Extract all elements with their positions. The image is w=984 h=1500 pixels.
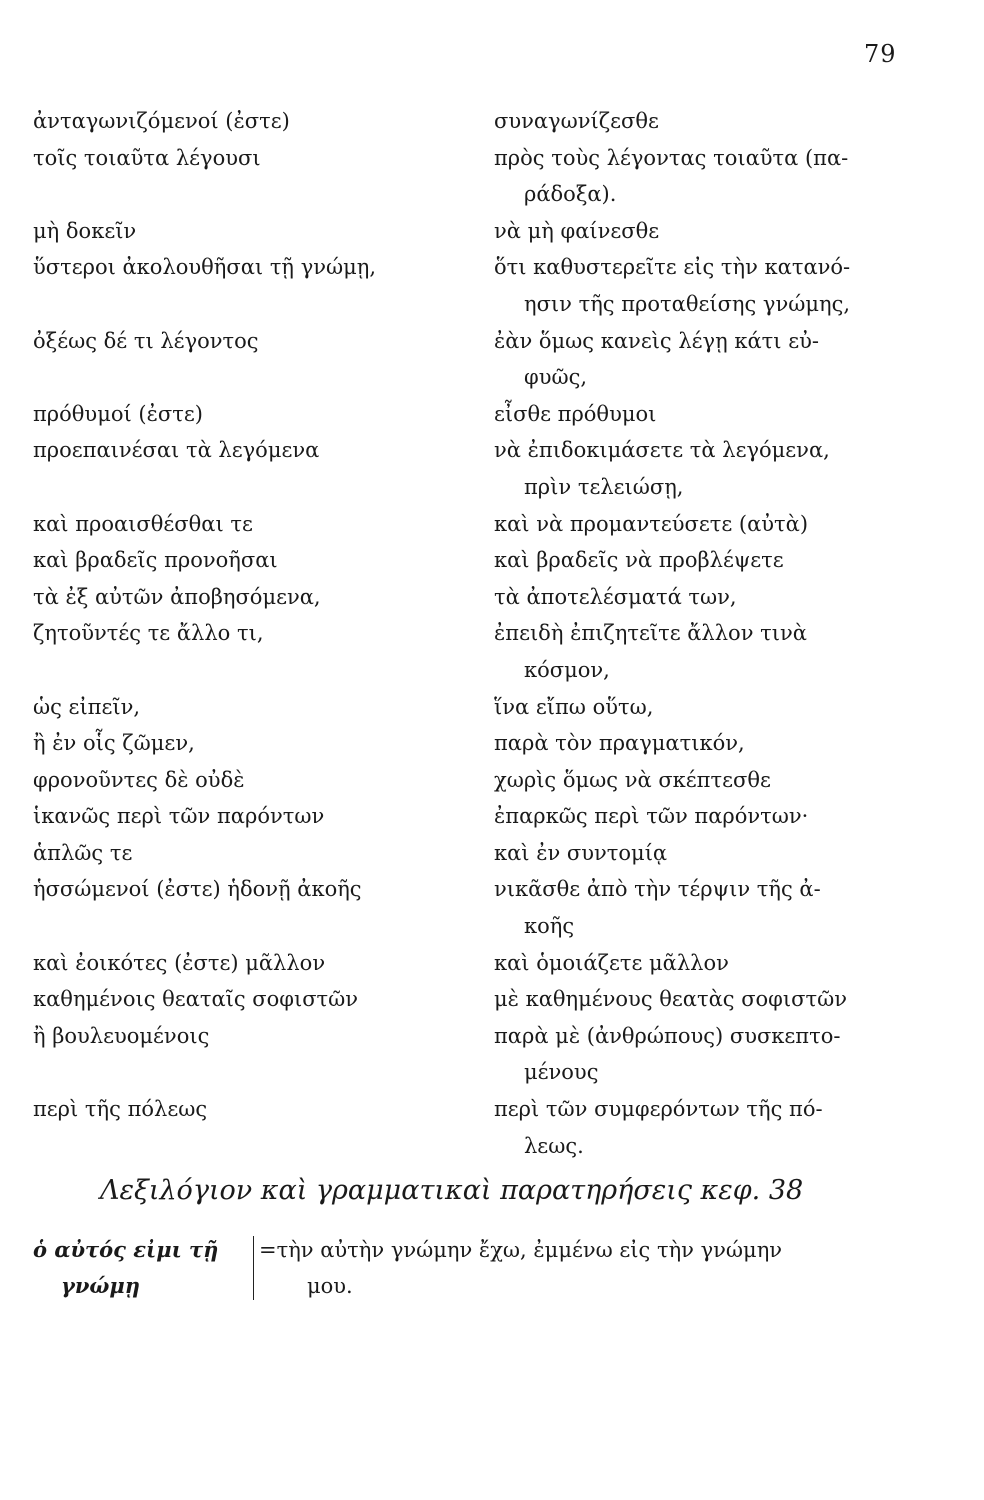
left-column-line: ἢ βουλευομένοις (33, 1023, 210, 1048)
section-heading: Λεξιλόγιον καὶ γραμματικαὶ παρατηρήσεις κεφ. 38 (100, 1175, 804, 1206)
left-column-line: ἡσσώμενοί (ἐστε) ἡδονῇ ἀκοῆς (33, 877, 362, 902)
left-column-line: περὶ τῆς πόλεως (33, 1097, 208, 1122)
vocab-term-line-2: γνώμῃ (61, 1273, 141, 1298)
right-column-line: ἐπαρκῶς περὶ τῶν παρόντων· (494, 804, 809, 829)
right-column-line: ἵνα εἴπω οὕτω, (494, 694, 654, 719)
right-column-line: μένους (524, 1060, 599, 1085)
right-column-line: παρὰ τὸν πραγματικόν, (494, 731, 745, 756)
right-column-line: καὶ νὰ προμαντεύσετε (αὐτὰ) (494, 511, 809, 536)
left-column-line: καὶ βραδεῖς προνοῆσαι (33, 548, 278, 573)
left-column-line (33, 286, 473, 323)
left-column-line: καθημένοις θεαταῖς σοφιστῶν (33, 987, 359, 1012)
left-column-line (33, 469, 473, 506)
left-column-line: ἢ ἐν οἷς ζῶμεν, (33, 731, 195, 756)
left-column-line (33, 652, 473, 689)
right-column-line: φυῶς, (524, 365, 588, 390)
right-column-line: πρὶν τελειώσῃ, (524, 474, 684, 499)
right-column-line: τὰ ἀποτελέσματά των, (494, 584, 737, 609)
left-column-line (33, 908, 473, 945)
right-column-line: χωρὶς ὅμως νὰ σκέπτεσθε (494, 767, 771, 792)
left-column-line: ζητοῦντές τε ἄλλο τι, (33, 621, 264, 646)
right-column-line: καὶ βραδεῖς νὰ προβλέψετε (494, 548, 784, 573)
vocab-term (33, 1232, 253, 1304)
right-column-line: ὅτι καθυστερεῖτε εἰς τὴν κατανό- (494, 255, 851, 280)
left-column-line: ἀνταγωνιζόμενοί (ἐστε) (33, 109, 290, 133)
vocab-def-line-1: =τὴν αὐτὴν γνώμην ἔχω, ἐμμένω εἰς τὴν γνώμην (259, 1238, 783, 1262)
vocab-definition (259, 1232, 782, 1304)
right-column-line: συναγωνίζεσθε (494, 109, 659, 133)
left-column-line: καὶ ἐοικότες (ἐστε) μᾶλλον (33, 950, 326, 975)
right-column-line: καὶ ὁμοιάζετε μᾶλλον (494, 950, 729, 975)
left-column-line: ὀξέως δέ τι λέγοντος (33, 328, 259, 353)
right-column-line: εἶσθε πρόθυμοι (494, 401, 657, 426)
left-column-line: ὡς εἰπεῖν, (33, 694, 141, 719)
page-number: 79 (864, 40, 897, 68)
right-column-line: παρὰ μὲ (ἀνθρώπους) συσκεπτο- (494, 1023, 841, 1048)
left-column-line: ἱκανῶς περὶ τῶν παρόντων (33, 804, 325, 829)
right-column-line: ησιν τῆς προταθείσης γνώμης, (524, 291, 851, 316)
left-column-line: μὴ δοκεῖν (33, 218, 137, 243)
right-column-line: ράδοξα). (524, 182, 617, 207)
right-column-line: ἐὰν ὅμως κανεὶς λέγῃ κάτι εὐ- (494, 328, 819, 353)
right-column-line: περὶ τῶν συμφερόντων τῆς πό- (494, 1097, 823, 1122)
left-column-line: τὰ ἐξ αὐτῶν ἀποβησόμενα, (33, 584, 321, 609)
left-column-line: προεπαινέσαι τὰ λεγόμενα (33, 438, 320, 463)
right-column-line: πρὸς τοὺς λέγοντας τοιαῦτα (πα- (494, 145, 849, 170)
right-column-line: νὰ μὴ φαίνεσθε (494, 218, 660, 243)
left-column-line (33, 359, 473, 396)
vocab-def-line-2: μου. (307, 1274, 353, 1298)
right-column-modern-translation (494, 103, 964, 1164)
right-column-line: ἐπειδὴ ἐπιζητεῖτε ἄλλον τινὰ (494, 621, 807, 646)
left-column-line: φρονοῦντες δὲ οὐδὲ (33, 767, 245, 792)
right-column-line: κοῆς (524, 914, 575, 939)
right-column-line: κόσμον, (524, 657, 610, 682)
vocab-divider (253, 1236, 254, 1300)
right-column-line: καὶ ἐν συντομίᾳ (494, 840, 668, 865)
left-column-line: καὶ προαισθέσθαι τε (33, 511, 253, 536)
vocab-entry (33, 1232, 933, 1312)
left-column-line: τοῖς τοιαῦτα λέγουσι (33, 145, 261, 170)
right-column-line: νὰ ἐπιδοκιμάσετε τὰ λεγόμενα, (494, 438, 830, 463)
left-column-line: πρόθυμοί (ἐστε) (33, 401, 203, 426)
left-column-line (33, 176, 473, 213)
left-column-line (33, 1054, 473, 1091)
left-column-line: ὕστεροι ἀκολουθῆσαι τῇ γνώμῃ, (33, 255, 377, 280)
right-column-line: λεως. (524, 1133, 584, 1158)
right-column-line: νικᾶσθε ἀπὸ τὴν τέρψιν τῆς ἀ- (494, 877, 821, 902)
right-column-line: μὲ καθημένους θεατὰς σοφιστῶν (494, 987, 847, 1012)
vocab-term-line-1: ὁ αὐτός εἰμι τῇ (33, 1237, 219, 1262)
left-column-line: ἁπλῶς τε (33, 840, 133, 865)
left-column-greek-text (33, 103, 473, 1128)
